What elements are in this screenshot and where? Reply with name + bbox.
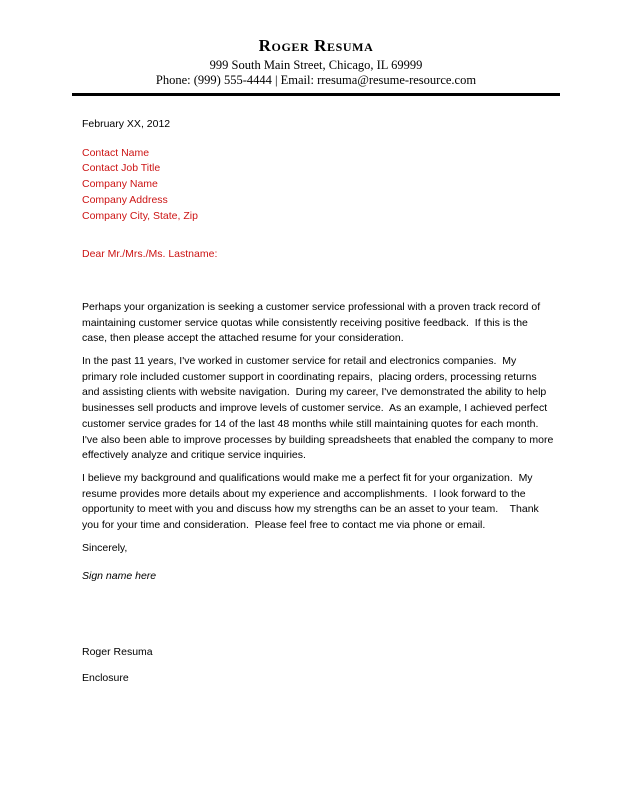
signer-name: Roger Resuma [82, 646, 153, 659]
signature-placeholder: Sign name here [82, 570, 157, 583]
letter-body [82, 117, 557, 687]
recipient-company-city-state-zip: Company City, State, Zip [82, 209, 198, 222]
paragraph-introduction: Perhaps your organization is seeking a customer service professional with a proven track record of maintaining customer service quotas while consistently receiving positive feedback. If this is the case, then please accept the attached resume for your consideration. [82, 300, 544, 345]
recipient-block [82, 146, 554, 225]
valediction: Sincerely, [82, 541, 128, 554]
recipient-contact-name: Contact Name [82, 146, 150, 159]
letterhead [0, 0, 632, 96]
enclosure-note: Enclosure [82, 671, 129, 684]
letterhead-divider-rule [72, 93, 560, 96]
letterhead-contact-line: Phone: (999) 555-4444 | Email: rresuma@resume-resource.com [155, 73, 477, 87]
recipient-job-title: Contact Job Title [82, 162, 161, 175]
salutation: Dear Mr./Mrs./Ms. Lastname: [82, 248, 218, 261]
recipient-company-name: Company Name [82, 178, 158, 191]
paragraph-experience: In the past 11 years, I've worked in customer service for retail and electronics companies. My primary role included customer support in coordinating repairs, placing orders, processing returns and assisting clients with website navigation. During my career, I've demonstrated the ability to help businesses sell products and improve levels of customer service. As an example, I achieved perfect customer service grades for 14 of the last 48 months while still maintaining quotes for each month. I've also been able to improve processes by building spreadsheets that enabled the company to more effectively analyze and critique service inquiries. [82, 355, 557, 462]
paragraph-closing: I believe my background and qualifications would make me a perfect fit for your organization. My resume provides more details about my experience and accomplishments. I look forward to the opportunity to meet with you and discuss how my strengths can be an asset to your team. Thank you for your time and consideration. Please feel free to contact me via phone or email. [82, 471, 542, 532]
recipient-company-address: Company Address [82, 193, 168, 206]
letterhead-address: 999 South Main Street, Chicago, IL 69999 [209, 58, 423, 72]
letter-date: February XX, 2012 [82, 118, 171, 130]
letterhead-name: Roger Resuma [258, 36, 374, 55]
